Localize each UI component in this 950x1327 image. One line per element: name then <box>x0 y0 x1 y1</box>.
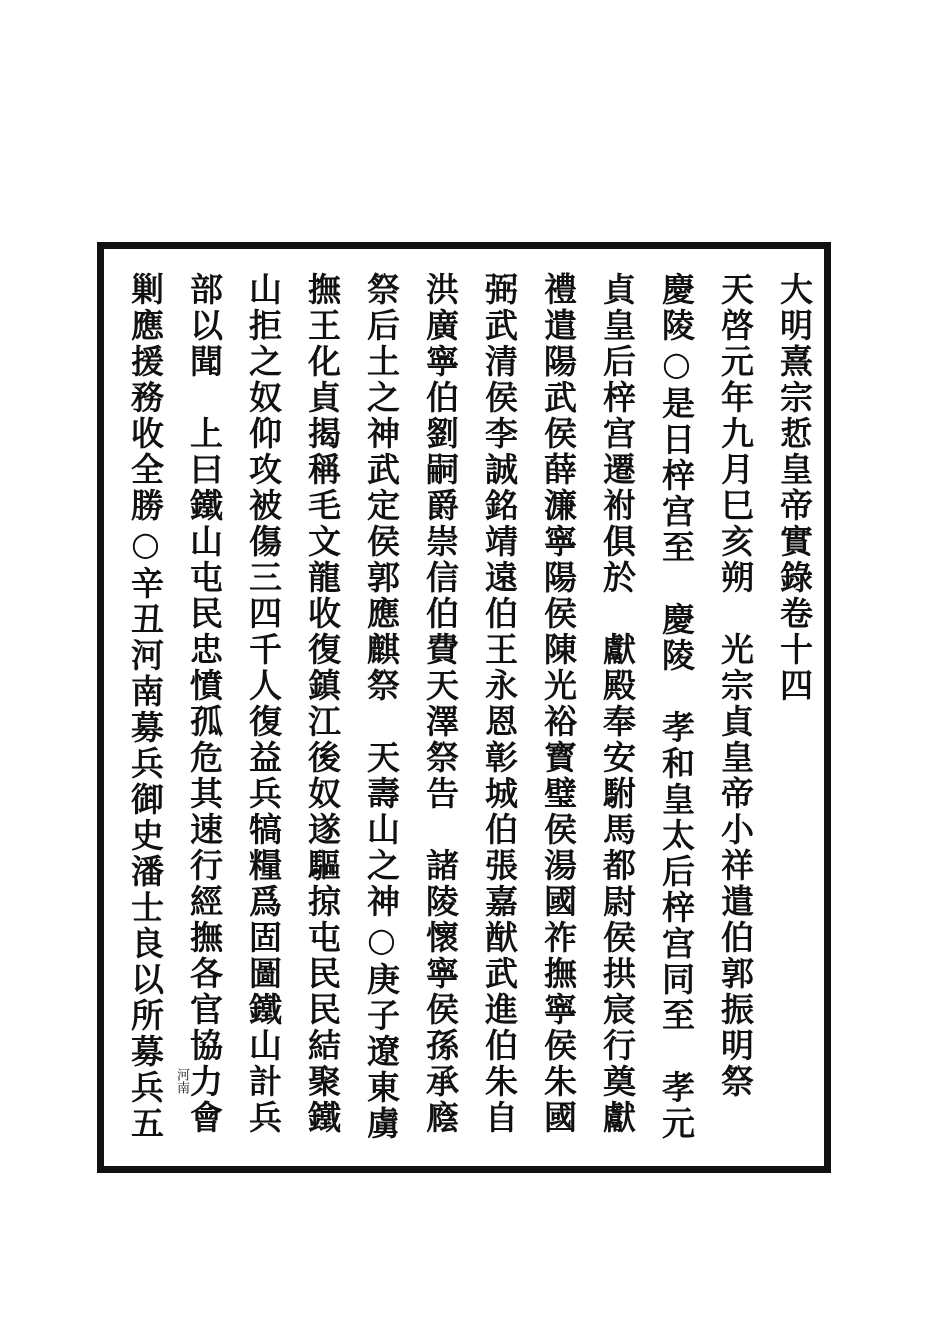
text-column-2: 天啓元年九月巳亥朔 光宗貞皇帝小祥遣伯郭振明祭 <box>716 272 755 1100</box>
text-column-10: 山拒之奴仰攻被傷三四千人復益兵犒糧爲固圖鐵山計兵 <box>244 272 283 1136</box>
text-column-6: 弼武清侯李誠銘靖遠伯王永恩彰城伯張嘉猷武進伯朱自 <box>480 272 519 1136</box>
text-column-9: 撫王化貞揭稱毛文龍收復鎮江後奴遂驅掠屯民民結聚鐵 <box>303 272 342 1136</box>
text-column-11: 部以聞 上曰鐵山屯民忠憤孤危其速行經撫各官協力會 <box>185 272 224 1136</box>
text-column-7: 洪廣寧伯劉嗣爵崇信伯費天澤祭告 諸陵懷寧侯孫承廕 <box>421 272 460 1136</box>
text-column-5: 禮遣陽武侯薛濂寧陽侯陳光裕寳璧侯湯國祚撫寧侯朱國 <box>539 272 578 1136</box>
text-column-3: 慶陵○是日梓宫至 慶陵 孝和皇太后梓宫同至 孝元 <box>657 272 696 1142</box>
text-column-4: 貞皇后梓宫遷祔俱於 獻殿奉安駙馬都尉侯拱宸行奠獻 <box>598 272 637 1136</box>
text-column-8: 祭后土之神武定侯郭應麒祭 天壽山之神○庚子遼東虜 <box>362 272 401 1142</box>
text-column-1: 大明熹宗悊皇帝實錄卷十四 <box>775 272 814 704</box>
margin-note: 河南 <box>174 1068 189 1094</box>
text-column-12: 剿應援務收全勝○辛丑河南募兵御史潘士良以所募兵五 <box>126 272 165 1142</box>
